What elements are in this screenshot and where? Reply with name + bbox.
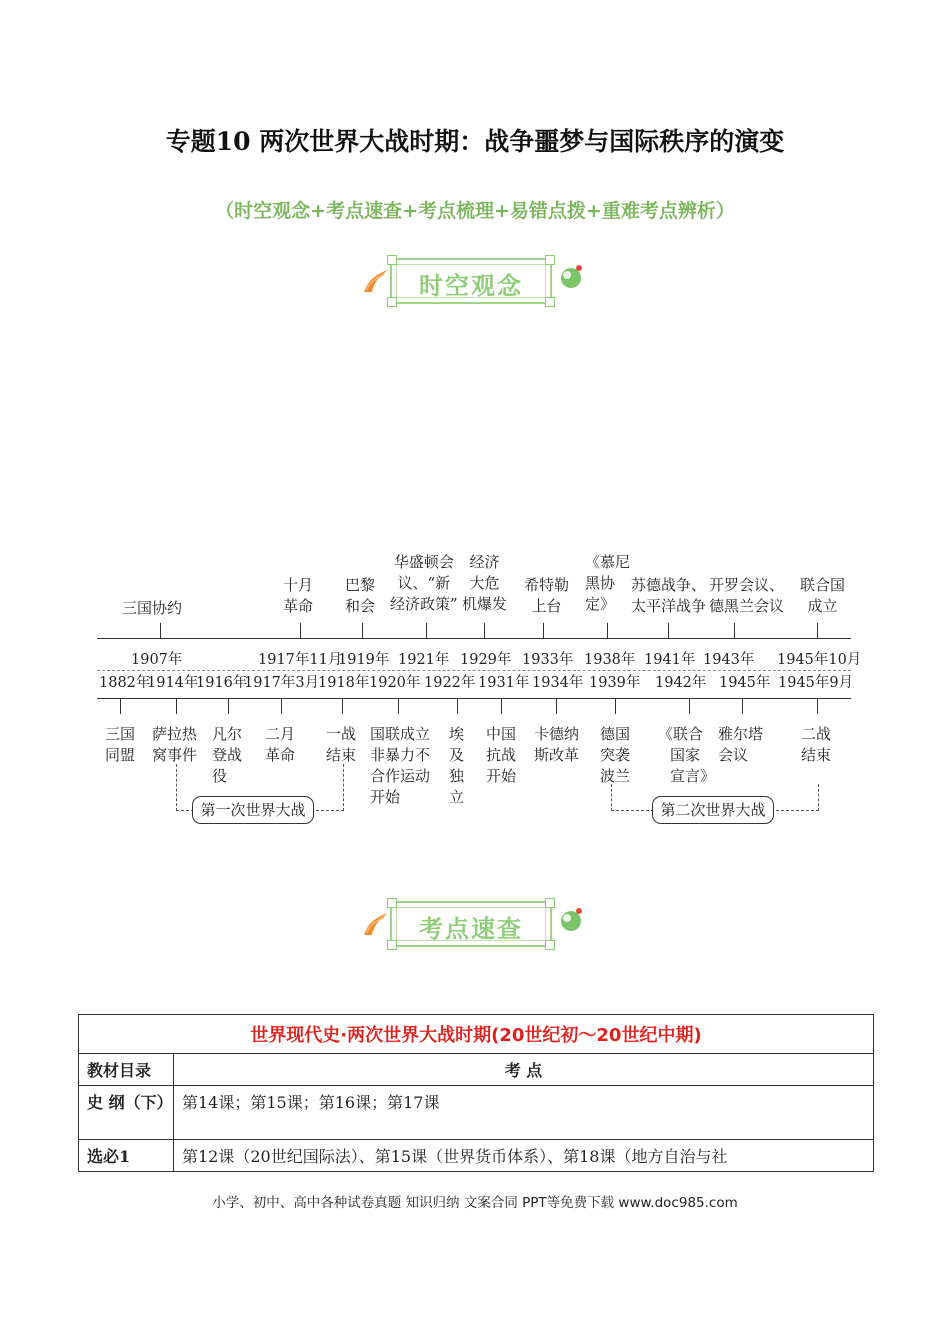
badge-frame [390, 258, 552, 304]
timeline-year: 1922年 [424, 675, 476, 691]
timeline-year: 1938年 [584, 652, 636, 668]
timeline-event-top: 经济 大危 机爆发 [462, 553, 508, 613]
timeline-event-bottom: 《联合 国家 宣言》 [658, 725, 716, 785]
timeline-year: 1882年 [99, 675, 151, 691]
page-subtitle: （时空观念+考点速查+考点梳理+易错点拨+重难考点辨析） [215, 200, 735, 222]
table-row [79, 1140, 874, 1172]
table-row-label: 史 纲（下） [79, 1086, 174, 1140]
timeline-event-bottom: 德国 突袭 波兰 [600, 725, 631, 785]
orb-icon [558, 264, 584, 290]
timeline-event-top: 巴黎 和会 [345, 576, 376, 615]
timeline-year: 1917年11月 [258, 652, 343, 668]
timeline-event-top: 华盛顿会 议、“新 经济政策” [390, 553, 458, 613]
table-row [79, 1086, 874, 1140]
checklist-table [78, 1014, 874, 1172]
timeline-event-bottom: 二月 革命 [265, 725, 296, 764]
timeline-event-bottom: 三国 同盟 [105, 725, 136, 764]
timeline-event-top: 希特勒 上台 [524, 576, 570, 615]
table-col-header: 教材目录 [79, 1054, 174, 1086]
page-footer: 小学、初中、高中各种试卷真题 知识归纳 文案合同 PPT等免费下载 www.doc985.com [212, 1195, 738, 1211]
timeline-event-bottom: 凡尔 登战 役 [212, 725, 243, 785]
timeline-year: 1929年 [460, 652, 512, 668]
timeline-event-bottom: 埃 及 独 立 [449, 725, 465, 806]
timeline-event-bottom: 萨拉热 窝事件 [152, 725, 198, 764]
timeline-year: 1945年10月 [777, 652, 862, 668]
swoosh-icon [362, 264, 390, 294]
swoosh-icon [362, 907, 390, 937]
timeline-year: 1939年 [589, 675, 641, 691]
timeline-year: 1918年 [318, 675, 370, 691]
section-badge-check [362, 895, 584, 955]
page-title: 专题10 两次世界大战时期：战争噩梦与国际秩序的演变 [165, 127, 785, 156]
timeline-event-top: 苏德战争、 太平洋战争 [631, 576, 707, 615]
timeline-event-top: 联合国 成立 [800, 576, 846, 615]
timeline-year: 1907年 [131, 652, 183, 668]
table-row-content: 第14课；第15课；第16课；第17课 [174, 1086, 874, 1140]
timeline-year: 1941年 [644, 652, 696, 668]
timeline-year: 1931年 [478, 675, 530, 691]
badge-label: 考点速查 [419, 915, 523, 943]
timeline-event-top: 十月 革命 [283, 576, 314, 615]
timeline [0, 540, 950, 840]
badge-frame [390, 901, 552, 947]
timeline-event-top: 三国协约 [122, 599, 183, 617]
timeline-axis-top [97, 638, 851, 639]
section-badge-timeline [362, 252, 584, 312]
table-row-label: 选必1 [79, 1140, 174, 1172]
orb-icon [558, 907, 584, 933]
timeline-year: 1914年 [147, 675, 199, 691]
timeline-event-bottom: 一战 结束 [326, 725, 357, 764]
timeline-year: 1945年 [719, 675, 771, 691]
table-row-content: 第12课（20世纪国际法）、第15课（世界货币体系）、第18课（地方自治与社 [174, 1140, 874, 1172]
timeline-year: 1942年 [655, 675, 707, 691]
timeline-year: 1933年 [522, 652, 574, 668]
timeline-event-bottom: 雅尔塔 会议 [718, 725, 764, 764]
badge-label: 时空观念 [419, 272, 523, 300]
timeline-year: 1945年9月 [778, 675, 854, 691]
timeline-year: 1921年 [398, 652, 450, 668]
timeline-year: 1919年 [338, 652, 390, 668]
timeline-event-top: 《慕尼 黑协 定》 [585, 553, 631, 613]
timeline-year: 1920年 [369, 675, 421, 691]
table-col-header: 考 点 [174, 1054, 874, 1086]
timeline-year: 1917年3月 [244, 675, 320, 691]
timeline-event-bottom: 中国 抗战 开始 [486, 725, 517, 785]
ww2-label: 第二次世界大战 [652, 796, 774, 824]
timeline-event-bottom: 卡德纳 斯改革 [534, 725, 580, 764]
timeline-year: 1934年 [532, 675, 584, 691]
ww1-label: 第一次世界大战 [192, 796, 314, 824]
timeline-year: 1916年 [196, 675, 248, 691]
table-heading: 世界现代史·两次世界大战时期(20世纪初～20世纪中期) [79, 1015, 874, 1054]
timeline-event-bottom: 国联成立 非暴力不 合作运动 开始 [370, 725, 431, 806]
timeline-year: 1943年 [703, 652, 755, 668]
timeline-event-bottom: 二战 结束 [801, 725, 832, 764]
timeline-event-top: 开罗会议、 德黑兰会议 [709, 576, 785, 615]
timeline-axis-bottom [97, 698, 851, 699]
